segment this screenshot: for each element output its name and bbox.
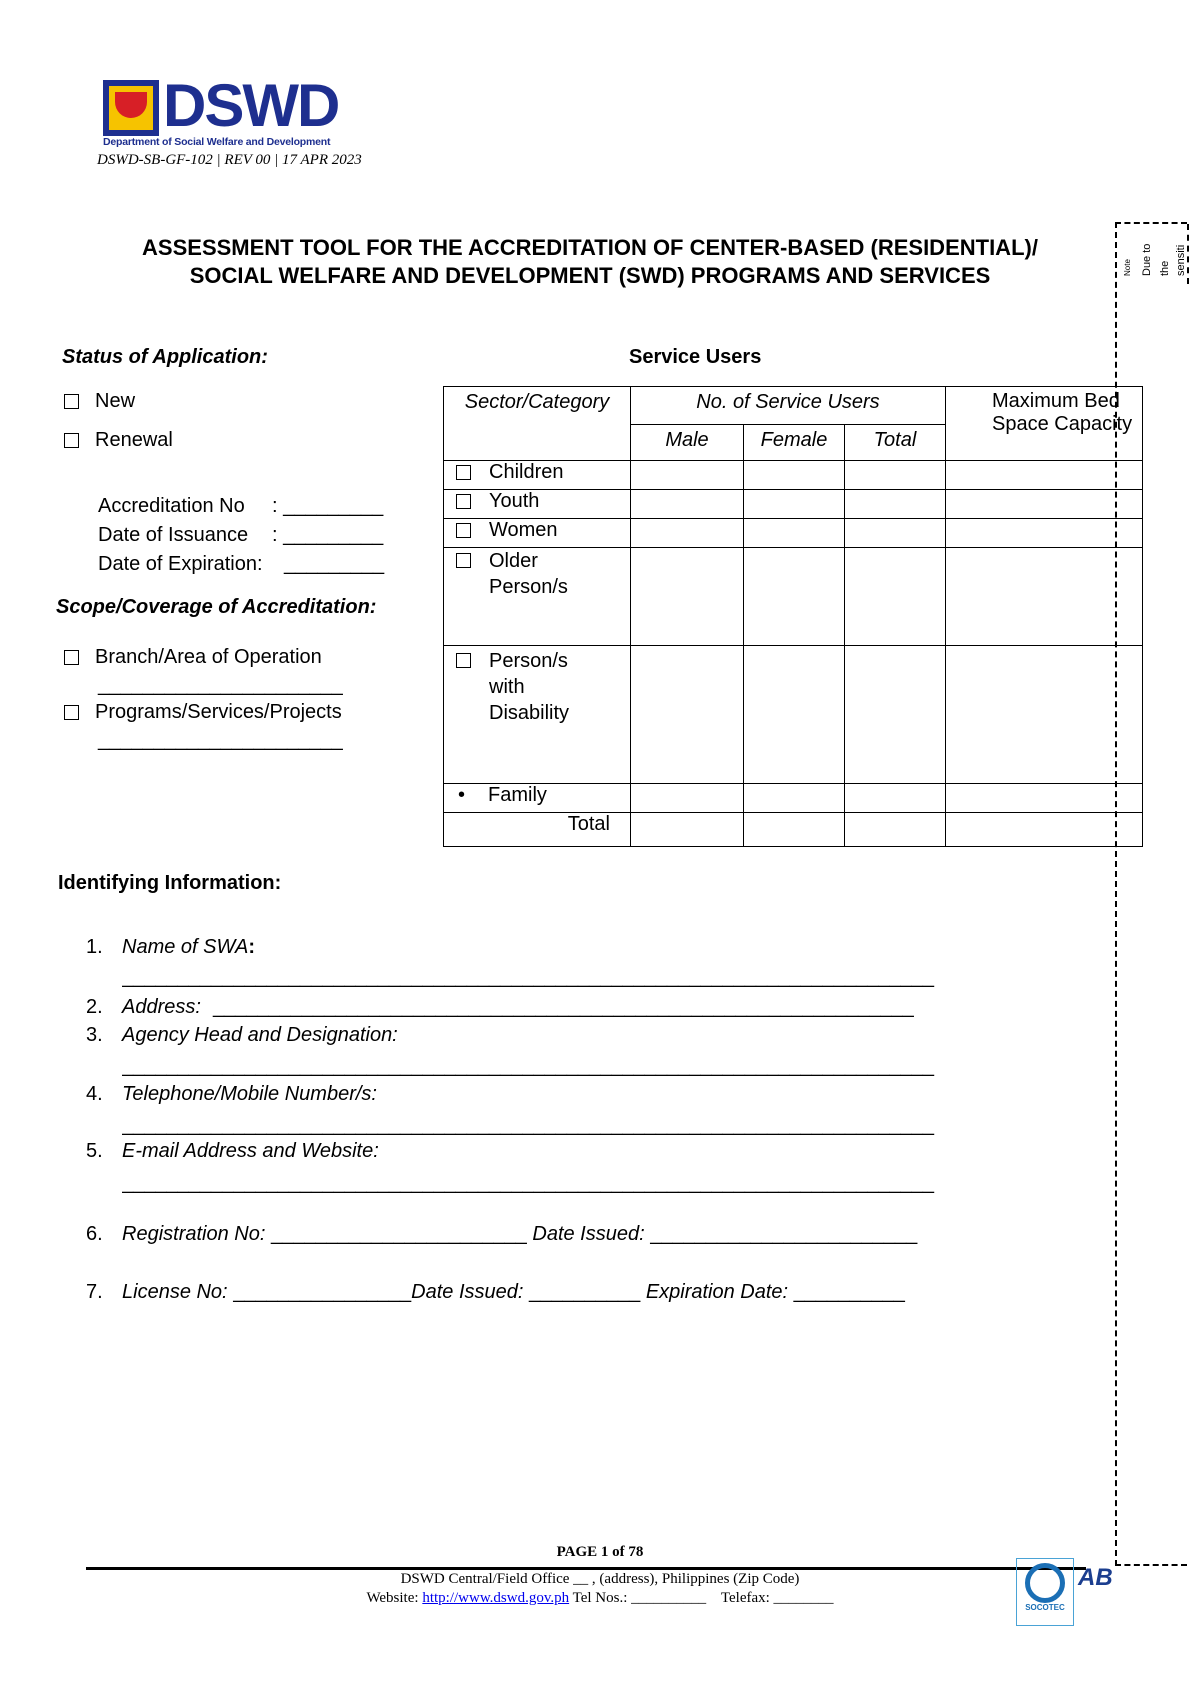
dswd-logo — [103, 72, 343, 150]
identifying-information-label: Identifying Information: — [58, 872, 282, 894]
accreditation-fields — [98, 492, 384, 579]
header-no-of-service-users: No. of Service Users — [631, 387, 946, 425]
cell-capacity[interactable] — [946, 490, 1143, 519]
license-date-blank[interactable]: __________ — [529, 1281, 641, 1303]
telephone-blank[interactable]: _________________________________________________________________________ — [122, 1114, 934, 1136]
title-line-1: ASSESSMENT TOOL FOR THE ACCREDITATION OF CENTER-BASED (RESIDENTIAL)/ — [142, 235, 1038, 260]
branch-blank[interactable]: ______________________ — [98, 674, 343, 696]
checkbox-pwd[interactable] — [456, 653, 471, 668]
item-email: 5. E-mail Address and Website: — [86, 1140, 379, 1162]
footer-contact: Website: http://www.dswd.gov.ph Tel Nos.: __________ Telefax: ________ — [366, 1590, 834, 1606]
accreditation-no-row[interactable]: Accreditation No : _________ — [98, 495, 384, 517]
table-row — [444, 461, 1143, 490]
cell-female[interactable] — [744, 813, 845, 847]
cell-male[interactable] — [631, 548, 744, 646]
cell-total[interactable] — [845, 519, 946, 548]
cell-male[interactable] — [631, 813, 744, 847]
email-blank[interactable]: _________________________________________________________________________ — [122, 1172, 934, 1194]
row-total-label: Total — [444, 813, 631, 847]
table-row — [444, 519, 1143, 548]
cell-total[interactable] — [845, 461, 946, 490]
cell-capacity[interactable] — [946, 813, 1143, 847]
cell-female[interactable] — [744, 461, 845, 490]
license-expiration-blank[interactable]: __________ — [793, 1281, 905, 1303]
footer-office-address: DSWD Central/Field Office __ , (address), Philippines (Zip Code) — [400, 1571, 800, 1587]
item-license: 7. License No: ________________Date Issued: __________ Expiration Date: __________ — [86, 1281, 905, 1303]
name-of-swa-blank[interactable]: _________________________________________________________________________ — [122, 966, 934, 988]
item-address: 2. Address: _______________________________________________________________ — [86, 996, 914, 1018]
agency-head-blank[interactable]: _________________________________________________________________________ — [122, 1055, 934, 1077]
cell-female[interactable] — [744, 548, 845, 646]
header-total: Total — [845, 425, 946, 461]
table-row — [444, 784, 1143, 813]
checkbox-women[interactable] — [456, 523, 471, 538]
item-telephone: 4. Telephone/Mobile Number/s: — [86, 1083, 377, 1105]
socotec-certification-logo: SOCOTEC — [1016, 1558, 1074, 1626]
header-sector: Sector/Category — [444, 387, 631, 461]
service-users-table — [443, 386, 1143, 847]
date-of-issuance-row[interactable]: Date of Issuance : _________ — [98, 524, 384, 546]
cell-female[interactable] — [744, 784, 845, 813]
cell-total[interactable] — [845, 646, 946, 784]
cell-female[interactable] — [744, 646, 845, 784]
cell-male[interactable] — [631, 490, 744, 519]
table-row — [444, 646, 1143, 784]
checkbox-youth[interactable] — [456, 494, 471, 509]
programs-blank[interactable]: ______________________ — [98, 729, 343, 751]
address-blank[interactable]: _______________________________________________________________ — [212, 996, 914, 1018]
bullet-icon: • — [458, 784, 466, 806]
header-female: Female — [744, 425, 845, 461]
cell-male[interactable] — [631, 519, 744, 548]
row-persons-with-disability[interactable]: Person/s with Disability — [444, 646, 631, 784]
row-women[interactable]: Women — [444, 519, 631, 548]
checkbox-programs[interactable] — [64, 705, 79, 720]
table-row — [444, 490, 1143, 519]
scope-coverage-label: Scope/Coverage of Accreditation: — [56, 596, 377, 618]
cell-capacity[interactable] — [946, 548, 1143, 646]
checkbox-children[interactable] — [456, 465, 471, 480]
service-users-title: Service Users — [629, 346, 762, 368]
checkbox-branch[interactable] — [64, 650, 79, 665]
title-line-2: SOCIAL WELFARE AND DEVELOPMENT (SWD) PROGRAMS AND SERVICES — [189, 263, 991, 288]
cell-male[interactable] — [631, 784, 744, 813]
status-of-application-label: Status of Application: — [62, 346, 268, 368]
ab-accreditation-logo: AB — [1078, 1564, 1113, 1591]
checkbox-new[interactable] — [64, 394, 79, 409]
status-option-renewal[interactable]: Renewal — [64, 429, 173, 452]
side-note-text-2: Due to — [1141, 243, 1153, 276]
table-row — [444, 813, 1143, 847]
registration-date-blank[interactable]: ________________________ — [650, 1223, 918, 1245]
cell-capacity[interactable] — [946, 646, 1143, 784]
cell-total[interactable] — [845, 490, 946, 519]
cell-male[interactable] — [631, 461, 744, 490]
checkbox-renewal[interactable] — [64, 433, 79, 448]
side-note-text-1: Note — [1123, 259, 1132, 276]
checkbox-older-persons[interactable] — [456, 553, 471, 568]
item-name-of-swa: 1. Name of SWA: — [86, 936, 256, 958]
license-no-blank[interactable]: ________________ — [233, 1281, 412, 1303]
header-male: Male — [631, 425, 744, 461]
cell-capacity[interactable] — [946, 461, 1143, 490]
cell-female[interactable] — [744, 519, 845, 548]
cell-total[interactable] — [845, 784, 946, 813]
scope-option-branch[interactable]: Branch/Area of Operation — [64, 646, 322, 669]
cell-male[interactable] — [631, 646, 744, 784]
dswd-seal-icon — [103, 80, 159, 136]
cell-capacity[interactable] — [946, 784, 1143, 813]
row-family[interactable]: • Family — [444, 784, 631, 813]
row-older-persons[interactable]: Older Person/s — [444, 548, 631, 646]
cell-female[interactable] — [744, 490, 845, 519]
cell-capacity[interactable] — [946, 519, 1143, 548]
cell-total[interactable] — [845, 813, 946, 847]
certification-seal-icon — [1025, 1563, 1065, 1603]
table-row — [444, 548, 1143, 646]
logo-subtitle: Department of Social Welfare and Development — [103, 136, 331, 148]
header-max-bed-space: Maximum Bed Space Capacity — [946, 387, 1143, 461]
website-link[interactable]: http://www.dswd.gov.ph — [422, 1590, 570, 1606]
form-title — [70, 234, 1110, 290]
logo-wordmark: DSWD — [163, 72, 339, 139]
date-of-expiration-row[interactable]: Date of Expiration: _________ — [98, 553, 385, 575]
side-note-text-4: sensiti — [1175, 244, 1187, 276]
cell-total[interactable] — [845, 548, 946, 646]
scope-option-programs[interactable]: Programs/Services/Projects — [64, 701, 342, 724]
side-note-text-3: the — [1159, 260, 1171, 276]
row-children[interactable]: Children — [444, 461, 631, 490]
item-agency-head: 3. Agency Head and Designation: — [86, 1024, 398, 1046]
row-youth[interactable]: Youth — [444, 490, 631, 519]
registration-no-blank[interactable]: _______________________ — [270, 1223, 527, 1245]
item-registration: 6. Registration No: _______________________ Date Issued: ________________________ — [86, 1223, 918, 1245]
page-number: PAGE 1 of 78 — [556, 1544, 644, 1560]
status-option-new[interactable]: New — [64, 390, 135, 413]
document-code: DSWD-SB-GF-102 | REV 00 | 17 APR 2023 — [97, 152, 362, 168]
